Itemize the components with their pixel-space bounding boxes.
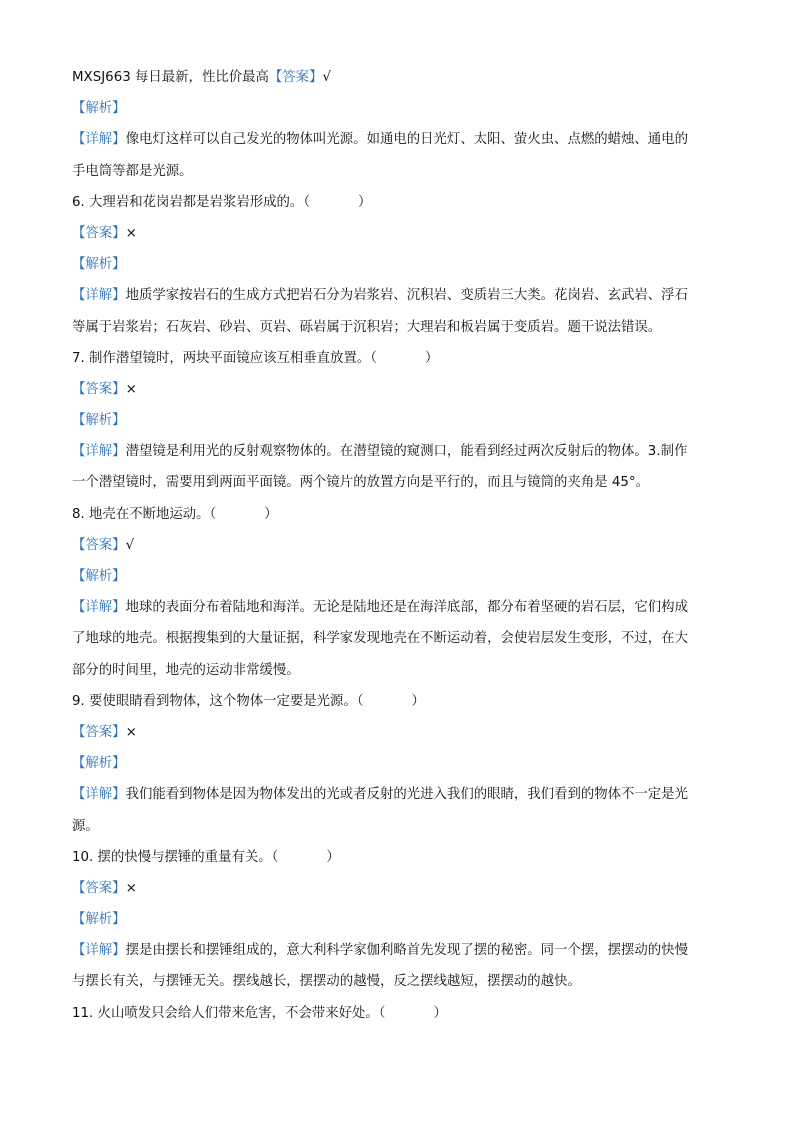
q10-answer: 【答案】× xyxy=(72,880,137,896)
q5-analysis-label: 【解析】 xyxy=(72,101,126,117)
q10-detail-line: 【详解】摆是由摆长和摆锤组成的，意大利科学家伽利略首先发现了摆的秘密。同一个摆，摆摆动的快慢 xyxy=(72,943,688,959)
q6-stem: 6. 大理岩和花岗岩都是岩浆岩形成的。（ ） xyxy=(72,194,372,210)
q9-answer: 【答案】× xyxy=(72,724,137,740)
q7-detail-line: 一个潜望镜时，需要用到两面平面镜。两个镜片的放置方向是平行的，而且与镜筒的夹角是 45°。 xyxy=(72,475,650,491)
q9-detail-line: 源。 xyxy=(72,818,99,834)
q6-analysis-label: 【解析】 xyxy=(72,257,126,273)
q8-detail-line: 【详解】地球的表面分布着陆地和海洋。无论是陆地还是在海洋底部，都分布着坚硬的岩石层，它们构成 xyxy=(72,600,688,616)
q10-stem: 10. 摆的快慢与摆锤的重量有关。（ ） xyxy=(72,849,340,865)
header-prefix: MXSJ663 每日最新，性比价最高 xyxy=(72,70,269,85)
q6-detail-line: 【详解】地质学家按岩石的生成方式把岩石分为岩浆岩、沉积岩、变质岩三大类。花岗岩、玄武岩、浮石 xyxy=(72,288,688,304)
q11-stem: 11. 火山喷发只会给人们带来危害，不会带来好处。（ ） xyxy=(72,1005,447,1021)
q8-analysis-label: 【解析】 xyxy=(72,569,126,584)
q5-detail-line: 手电筒等都是光源。 xyxy=(72,163,193,179)
q6-detail-line: 等属于岩浆岩；石灰岩、砂岩、页岩、砾岩属于沉积岩；大理岩和板岩属于变质岩。题干说法错误。 xyxy=(72,319,662,335)
header-answer: √ xyxy=(322,70,332,85)
q5-detail-line: 【详解】像电灯这样可以自己发光的物体叫光源。如通电的日光灯、太阳、萤火虫、点燃的蜡烛、通电的 xyxy=(72,132,688,148)
q6-answer: 【答案】× xyxy=(72,225,137,241)
q7-answer: 【答案】× xyxy=(72,381,137,397)
q8-stem: 8. 地壳在不断地运动。（ ） xyxy=(72,506,278,522)
q10-detail-line: 与摆长有关，与摆锤无关。摆线越长，摆摆动的越慢，反之摆线越短，摆摆动的越快。 xyxy=(72,974,581,990)
q10-analysis-label: 【解析】 xyxy=(72,912,126,928)
q9-detail-line: 【详解】我们能看到物体是因为物体发出的光或者反射的光进入我们的眼睛，我们看到的物体不一定是光 xyxy=(72,787,688,803)
q8-detail-line: 了地球的地壳。根据搜集到的大量证据，科学家发现地壳在不断运动着，会使岩层发生变形，不过，在大 xyxy=(72,631,688,647)
q8-detail-line: 部分的时间里，地壳的运动非常缓慢。 xyxy=(72,662,300,678)
header-line xyxy=(72,62,722,93)
header-answer-label: 【答案】 xyxy=(268,70,323,85)
q7-stem: 7. 制作潜望镜时，两块平面镜应该互相垂直放置。（ ） xyxy=(72,350,439,366)
q7-analysis-label: 【解析】 xyxy=(72,413,126,429)
q8-answer: 【答案】√ xyxy=(72,537,135,553)
q9-analysis-label: 【解析】 xyxy=(72,756,126,772)
document-page xyxy=(72,62,722,1029)
q9-stem: 9. 要使眼睛看到物体，这个物体一定要是光源。（ ） xyxy=(72,693,425,709)
q7-detail-line: 【详解】潜望镜是利用光的反射观察物体的。在潜望镜的窥测口，能看到经过两次反射后的物体。3.制作 xyxy=(72,444,688,460)
